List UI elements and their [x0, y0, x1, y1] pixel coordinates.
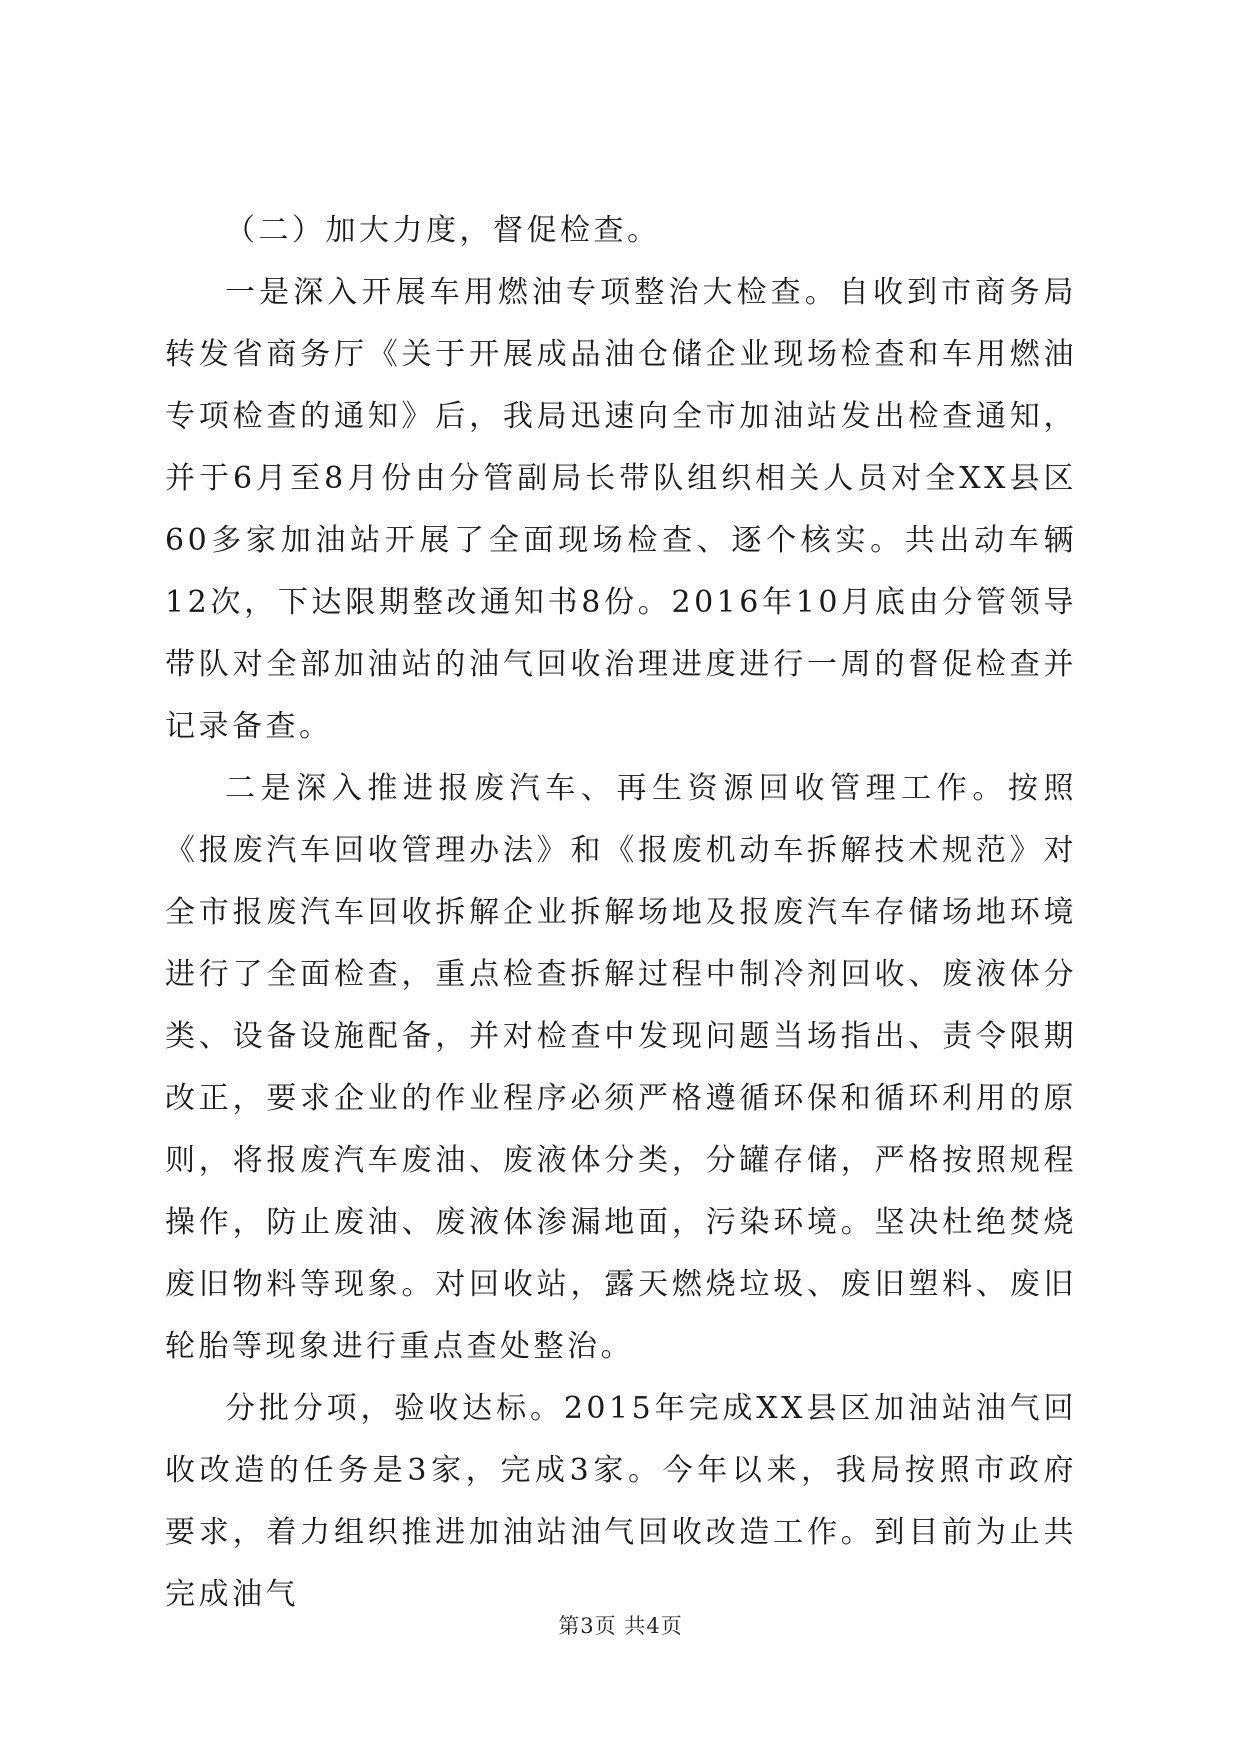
page-number: 第3页 共4页	[558, 1614, 683, 1638]
paragraph-scrap-vehicle: 二是深入推进报废汽车、再生资源回收管理工作。按照《报废汽车回收管理办法》和《报废机动车拆解技术规范》对全市报废汽车回收拆解企业拆解场地及报废汽车存储场地环境进行了全面检查，重点检查拆解过程中制冷剂回收、废液体分类、设备设施配备，并对检查中发现问题当场指出、责令限期改正，要求企业的作业程序必须严格遵循环保和循环利用的原则，将报废汽车废油、废液体分类，分罐存储，严格按照规程操作，防止废油、废液体渗漏地面，污染环境。坚决杜绝焚烧废旧物料等现象。对回收站，露天燃烧垃圾、废旧塑料、废旧轮胎等现象进行重点查处整治。	[165, 771, 1077, 1364]
section-heading: （二）加大力度，督促检查。	[225, 213, 661, 248]
document-body	[165, 200, 1077, 1626]
paragraph-acceptance: 分批分项，验收达标。2015年完成XX县区加油站油气回收改造的任务是3家，完成3家。今年以来，我局按照市政府要求，着力组织推进加油站油气回收改造工作。到目前为止共完成油气	[165, 1391, 1077, 1612]
paragraph-fuel-inspection: 一是深入开展车用燃油专项整治大检查。自收到市商务局转发省商务厅《关于开展成品油仓储企业现场检查和车用燃油专项检查的通知》后，我局迅速向全市加油站发出检查通知，并于6月至8月份由分管副局长带队组织相关人员对全XX县区60多家加油站开展了全面现场检查、逐个核实。共出动车辆12次，下达限期整改通知书8份。2016年10月底由分管领导带队对全部加油站的油气回收治理进度进行一周的督促检查并记录备查。	[165, 275, 1077, 744]
